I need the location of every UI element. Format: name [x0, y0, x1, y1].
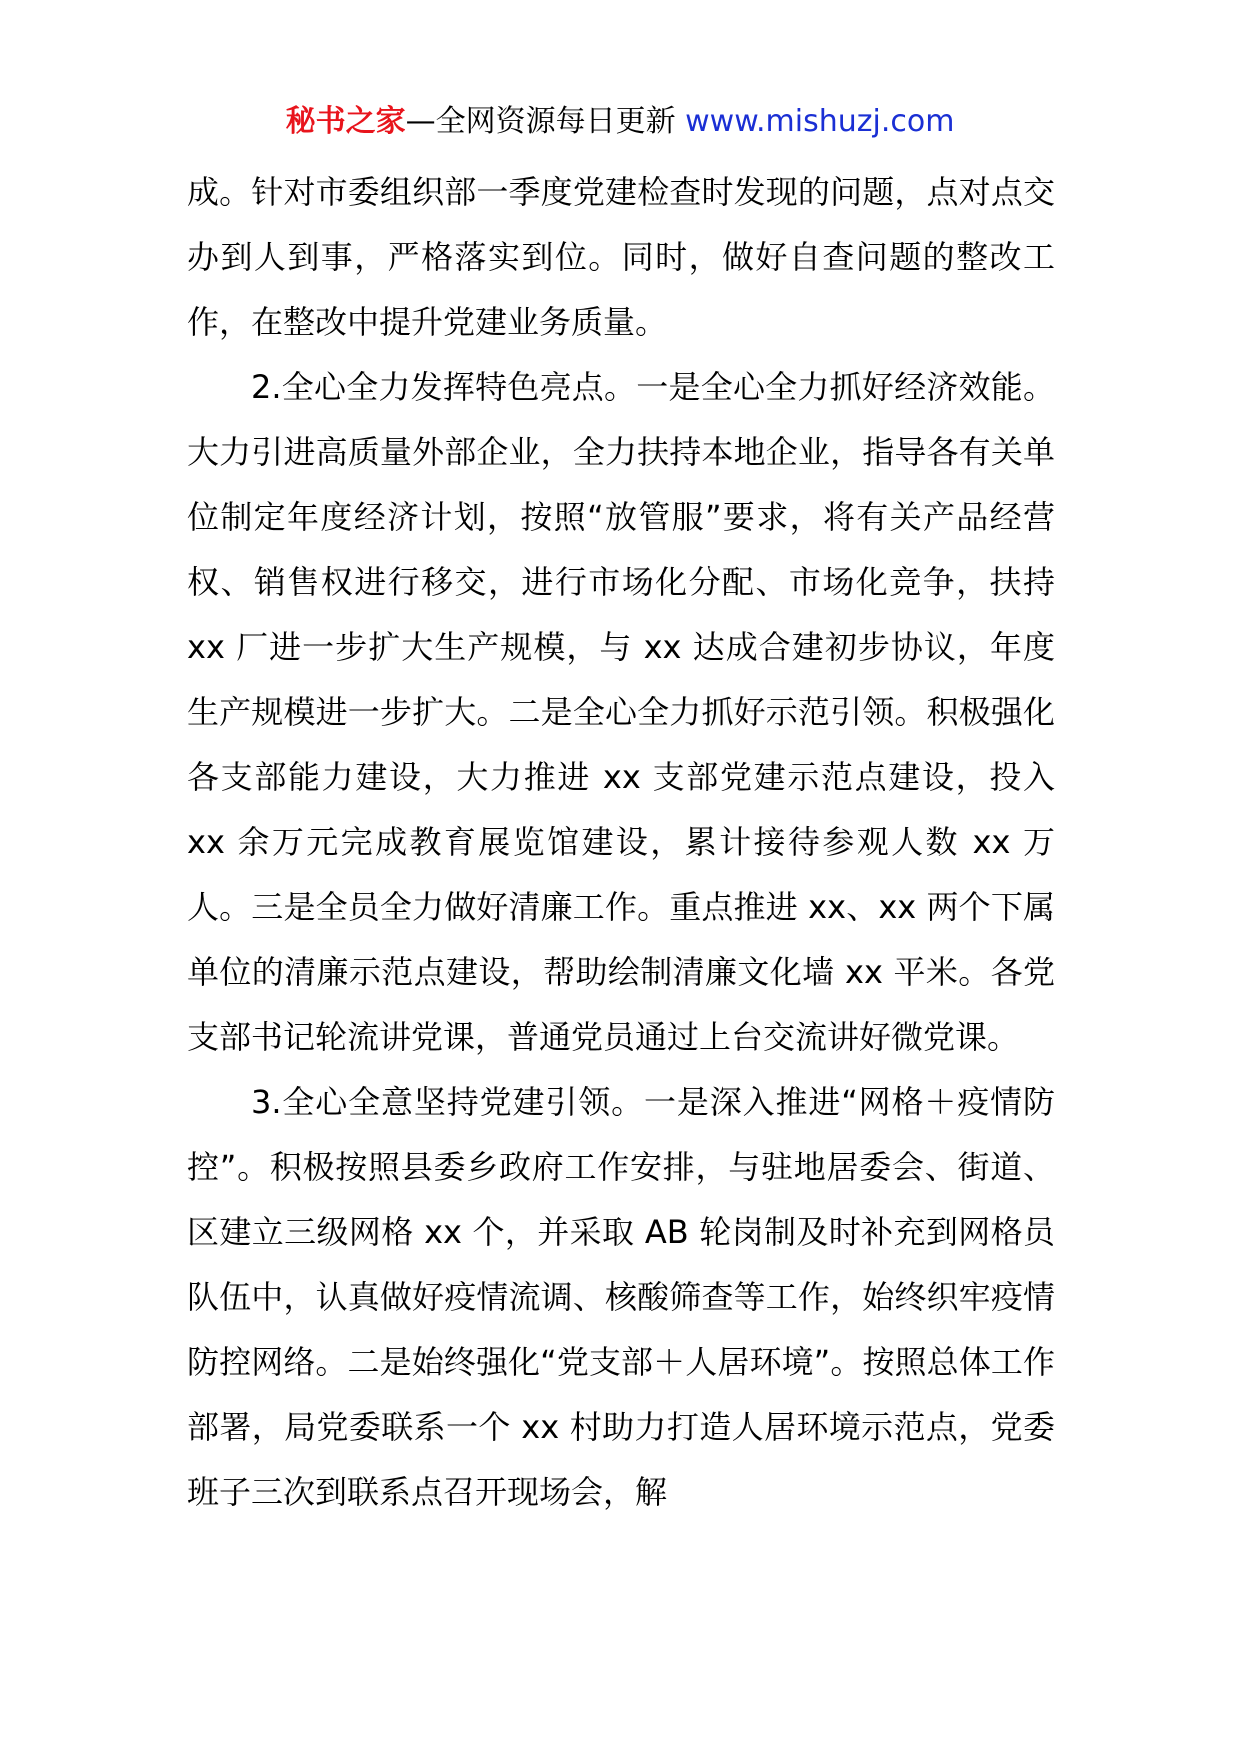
site-tagline: —全网资源每日更新: [405, 104, 686, 139]
site-url-link[interactable]: www.mishuzj.com: [685, 104, 955, 139]
paragraph-continuation: 成。针对市委组织部一季度党建检查时发现的问题，点对点交办到人到事，严格落实到位。同时，做好自查问题的整改工作，在整改中提升党建业务质量。: [187, 173, 1055, 341]
paragraph-section-2: 2.全心全力发挥特色亮点。一是全心全力抓好经济效能。大力引进高质量外部企业，全力扶持本地企业，指导各有关单位制定年度经济计划，按照“放管服”要求，将有关产品经营权、销售权进行移交，进行市场化分配、市场化竞争，扶持 xx 厂进一步扩大生产规模，与 xx 达成合建初步协议，年度生产规模进一步扩大。二是全心全力抓好示范引领。积极强化各支部能力建设，大力推进 xx 支部党建示范点建设，投入 xx 余万元完成教育展览馆建设，累计接待参观人数 xx 万人。三是全员全力做好清廉工作。重点推进 xx、xx 两个下属单位的清廉示范点建设，帮助绘制清廉文化墙 xx 平米。各党支部书记轮流讲党课，普通党员通过上台交流讲好微党课。: [187, 368, 1055, 1056]
site-header: [0, 100, 1240, 144]
paragraph-section-3: 3.全心全意坚持党建引领。一是深入推进“网格＋疫情防控”。积极按照县委乡政府工作安排，与驻地居委会、街道、区建立三级网格 xx 个，并采取 AB 轮岗制及时补充到网格员队伍中，认真做好疫情流调、核酸筛查等工作，始终织牢疫情防控网络。二是始终强化“党支部＋人居环境”。按照总体工作部署，局党委联系一个 xx 村助力打造人居环境示范点，党委班子三次到联系点召开现场会，解: [187, 1083, 1055, 1511]
site-brand: 秘书之家: [285, 104, 406, 139]
document-body: [187, 160, 1055, 1525]
